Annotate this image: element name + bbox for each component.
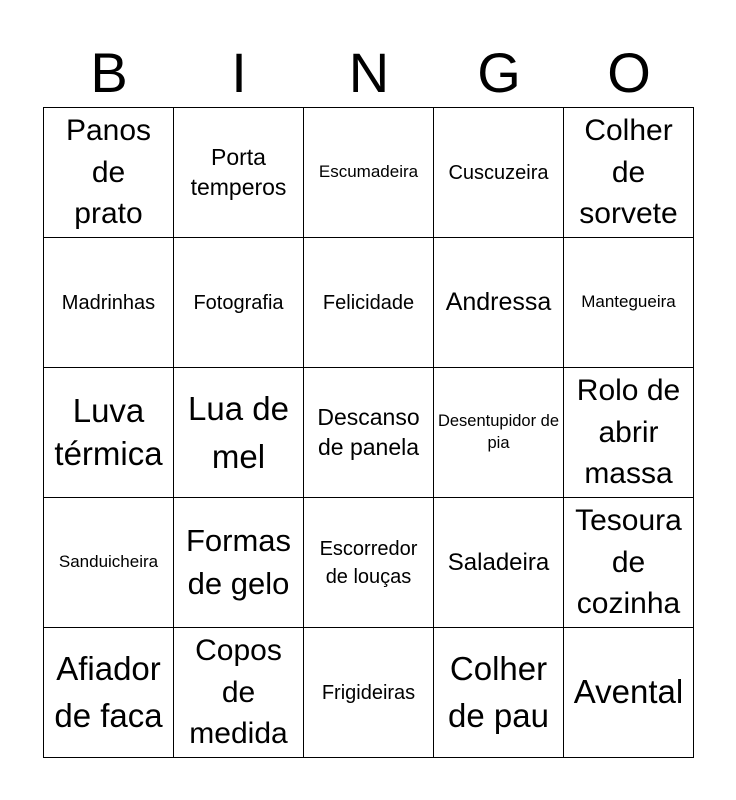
cell-label: Formas de gelo xyxy=(185,522,292,601)
bingo-cell[interactable] xyxy=(304,498,434,628)
header-letter-g: G xyxy=(477,41,521,104)
cell-label: Panos de prato xyxy=(65,114,152,231)
cell-label: Frigideiras xyxy=(321,681,416,704)
bingo-cell[interactable] xyxy=(174,108,304,238)
bingo-cell[interactable] xyxy=(564,368,694,498)
bingo-cell[interactable] xyxy=(434,628,564,758)
cell-label: Tesoura de cozinha xyxy=(575,504,682,621)
bingo-cell[interactable] xyxy=(564,628,694,758)
cell-label: Descanso de panela xyxy=(317,403,420,460)
bingo-cell[interactable] xyxy=(434,368,564,498)
bingo-cell[interactable] xyxy=(174,628,304,758)
bingo-cell[interactable] xyxy=(174,238,304,368)
cell-label: Escumadeira xyxy=(318,162,419,182)
bingo-cell[interactable] xyxy=(174,368,304,498)
bingo-cell[interactable] xyxy=(564,238,694,368)
bingo-cell[interactable] xyxy=(434,238,564,368)
cell-label: Afiador de faca xyxy=(54,650,163,734)
bingo-cell[interactable] xyxy=(304,238,434,368)
bingo-cell[interactable] xyxy=(44,238,174,368)
bingo-cell[interactable] xyxy=(304,628,434,758)
cell-label: Mantegueira xyxy=(581,292,676,312)
header-letter-n: N xyxy=(348,41,390,104)
header-letter-b: B xyxy=(90,41,128,104)
cell-label: Avental xyxy=(573,673,684,711)
cell-label: Luva térmica xyxy=(54,392,163,472)
bingo-cell[interactable] xyxy=(304,368,434,498)
bingo-cell[interactable] xyxy=(564,108,694,238)
cell-label: Lua de mel xyxy=(188,389,289,475)
cell-label: Felicidade xyxy=(322,291,415,314)
cell-label: Cuscuzeira xyxy=(448,161,549,184)
bingo-cell[interactable] xyxy=(44,368,174,498)
bingo-cell[interactable] xyxy=(434,498,564,628)
cell-label: Porta temperos xyxy=(190,143,287,200)
bingo-cell[interactable] xyxy=(434,108,564,238)
cell-label: Madrinhas xyxy=(61,291,156,314)
cell-label: Rolo de abrir massa xyxy=(576,374,681,491)
bingo-header xyxy=(44,40,694,106)
bingo-cell[interactable] xyxy=(304,108,434,238)
bingo-cell[interactable] xyxy=(44,108,174,238)
cell-label: Saladeira xyxy=(447,548,550,576)
bingo-cell[interactable] xyxy=(564,498,694,628)
bingo-cell[interactable] xyxy=(174,498,304,628)
bingo-board xyxy=(43,107,694,758)
cell-label: Copos de medida xyxy=(189,634,288,751)
cell-label: Escorredor de louças xyxy=(319,537,418,588)
header-letter-o: O xyxy=(607,41,651,104)
cell-label: Fotografia xyxy=(193,291,284,314)
cell-label: Colher de sorvete xyxy=(579,114,678,231)
bingo-cell[interactable] xyxy=(44,498,174,628)
cell-label: Andressa xyxy=(445,288,552,317)
cell-label: Colher de pau xyxy=(448,650,549,734)
cell-label: Desentupidor de pia xyxy=(437,412,560,452)
bingo-cell[interactable] xyxy=(44,628,174,758)
cell-label: Sanduicheira xyxy=(58,552,159,572)
header-letter-i: I xyxy=(231,41,247,104)
